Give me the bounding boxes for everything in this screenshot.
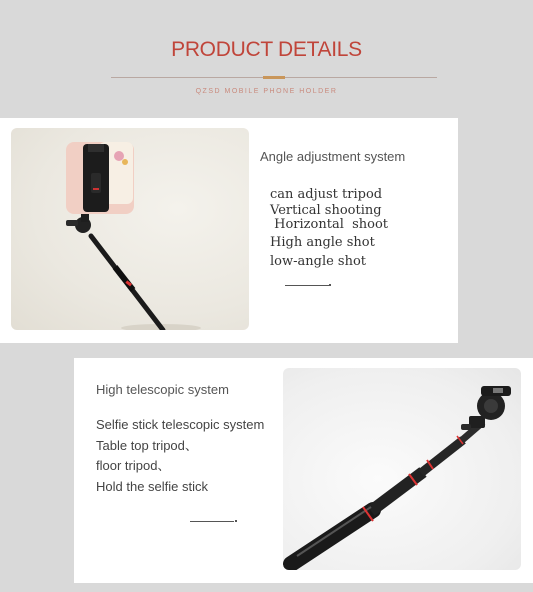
feature-list (270, 187, 388, 270)
title-divider-accent (263, 76, 285, 79)
feature-item: Selfie stick telescopic system (96, 417, 265, 432)
section-title: High telescopic system (96, 382, 229, 397)
decorative-dot (329, 284, 331, 286)
angle-adjustment-card (0, 118, 458, 343)
feature-item: Vertical shooting (270, 203, 382, 218)
section-title: Angle adjustment system (260, 149, 406, 164)
feature-list (96, 415, 264, 497)
decorative-divider (190, 521, 234, 522)
feature-item: Table top tripod、 (96, 437, 198, 453)
telescopic-card (74, 358, 533, 583)
decorative-dot (235, 520, 237, 522)
page-subtitle: QZSD MOBILE PHONE HOLDER (195, 88, 338, 95)
feature-item: low-angle shot (270, 254, 367, 269)
page-title: PRODUCT DETAILS (171, 38, 362, 61)
phone-holder-photo (11, 128, 249, 330)
feature-item: Horizontal shoot (270, 217, 389, 232)
decorative-divider (285, 285, 329, 286)
feature-item: Hold the selfie stick (96, 478, 208, 494)
feature-item: High angle shot (270, 235, 375, 250)
feature-item: floor tripod、 (96, 458, 171, 473)
selfie-stick-photo (283, 368, 521, 570)
feature-item: can adjust tripod (270, 187, 383, 202)
